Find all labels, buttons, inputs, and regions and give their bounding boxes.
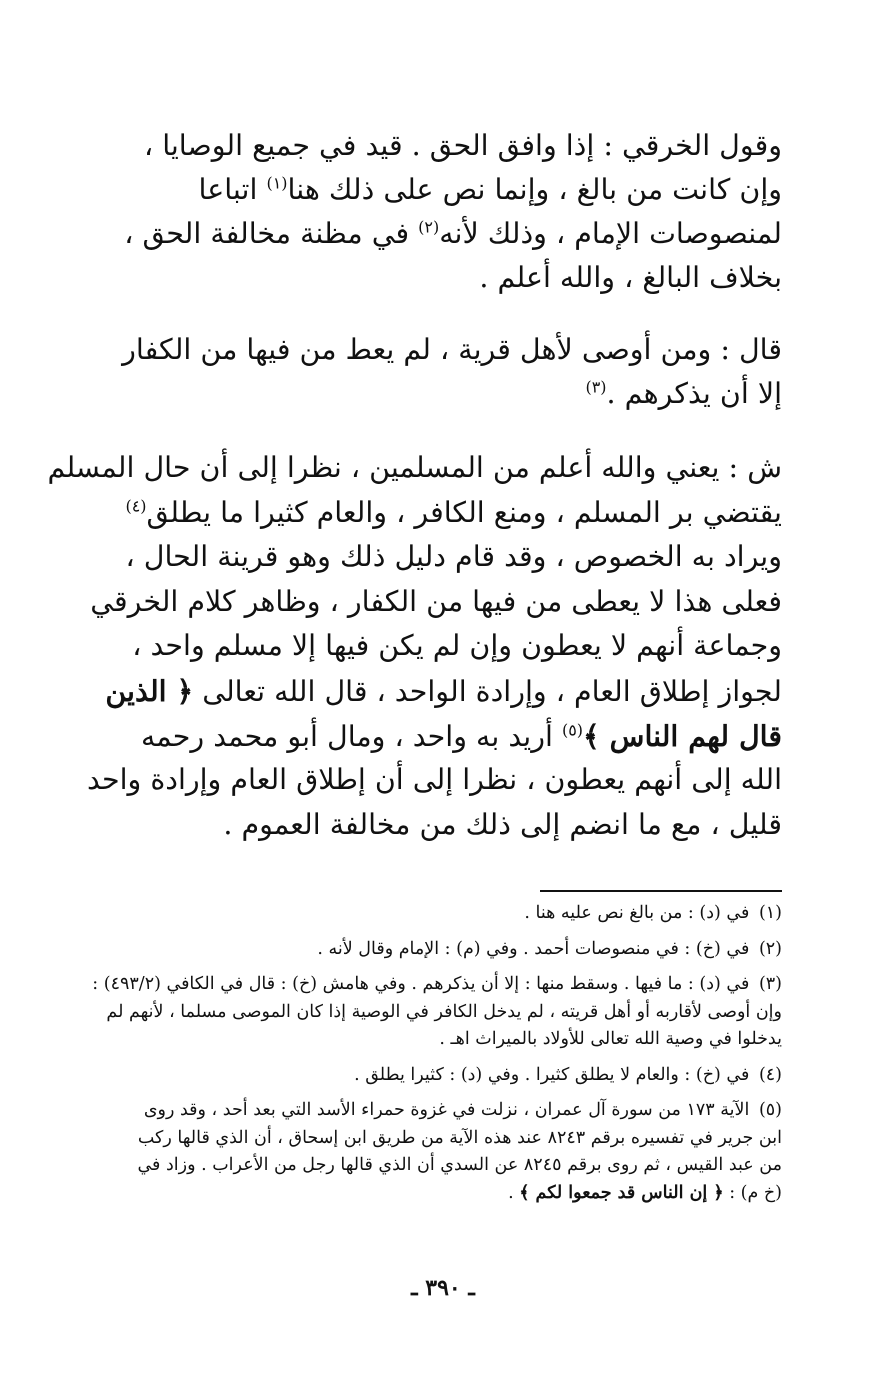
text-segment: في مظنة مخالفة الحق ، (124, 217, 419, 250)
footnote-3 (92, 971, 782, 1054)
footnote-ref-3[interactable]: (٣) (585, 377, 607, 397)
footnote-text: في (د) : ما فيها . وسقط منها : إلا أن يذكرهم . وفي هامش (خ) : قال في الكافي (٤٩٣/٢) : (92, 974, 750, 994)
paragraph-kharqi-statement (104, 124, 782, 300)
text-line (104, 669, 782, 714)
footnote-text: . (508, 1182, 520, 1203)
footnote-line (104, 1097, 782, 1125)
footnote-4 (104, 1062, 782, 1090)
page-number: ـ ٣٩٠ ـ (411, 1275, 475, 1301)
text-line: وجماعة أنهم لا يعطون وإن لم يكن فيها إلا مسلم واحد ، (132, 629, 782, 663)
footnote-text: في (خ) : في منصوصات أحمد . وفي (م) : الإمام وقال لأنه . (317, 938, 750, 959)
footnote-line (104, 936, 782, 964)
quran-quote: ﴿ إن الناس قد جمعوا لكم ﴾ (519, 1182, 724, 1203)
text-line: ش : يعني والله أعلم من المسلمين ، نظرا إلى أن حال المسلم (47, 451, 782, 484)
footnote-ref-2[interactable]: (٢) (418, 217, 440, 237)
text-line: بخلاف البالغ ، والله أعلم . (479, 261, 782, 294)
text-line (104, 714, 782, 759)
footnote-number: (٥) (758, 1100, 782, 1120)
footnote-1 (104, 900, 782, 928)
footnotes (92, 900, 782, 1215)
footnote-line: وإن أوصى لأقاربه أو أهل قريته ، لم يدخل الكافر في الوصية إذا كان الموصى مسلما ، لأنهم لم (106, 1001, 782, 1022)
footnote-ref-4[interactable]: (٤) (125, 496, 147, 516)
text-line (104, 372, 782, 416)
text-segment: لمنصوصات الإمام ، وذلك لأنه (439, 217, 782, 250)
footnote-number: (٣) (758, 974, 782, 994)
paragraph-matn (104, 328, 782, 416)
footnote-line (92, 971, 782, 999)
footnote-line (104, 1062, 782, 1090)
footnote-ref-5[interactable]: (٥) (561, 720, 584, 740)
text-line: قال : ومن أوصى لأهل قرية ، لم يعط من فيها من الكفار (122, 333, 782, 366)
text-segment: أريد به واحد ، ومال أبو محمد رحمه (141, 719, 562, 753)
footnote-number: (٢) (758, 938, 782, 959)
text-line: قليل ، مع ما انضم إلى ذلك من مخالفة العموم . (223, 807, 782, 841)
footnote-text: في (خ) : والعام لا يطلق كثيرا . وفي (د) : كثيرا يطلق . (354, 1064, 750, 1085)
text-line: فعلى هذا لا يعطى من فيها من الكفار ، وظاهر كلام الخرقي (90, 584, 782, 618)
footnote-separator (540, 890, 782, 892)
quran-quote: ﴿ الذين (105, 673, 194, 708)
text-segment: اتباعا (198, 173, 267, 206)
footnote-line: ابن جرير في تفسيره برقم ٨٢٤٣ عند هذه الآية من طريق ابن إسحاق ، أن الذي قالها ركب (137, 1127, 782, 1148)
text-line (104, 491, 782, 536)
text-line (104, 212, 782, 256)
text-segment: وإن كانت من بالغ ، وإنما نص على ذلك هنا (287, 173, 782, 206)
footnote-number: (٤) (758, 1064, 782, 1085)
text-line: الله إلى أنهم يعطون ، نظرا إلى أن إطلاق العام وإرادة واحد (87, 763, 782, 797)
footnote-text: (خ م) : (723, 1182, 782, 1203)
text-line (104, 168, 782, 212)
paragraph-sharh (47, 446, 782, 847)
footnote-line: من عبد القيس ، ثم روى برقم ٨٢٤٥ عن السدي أن الذي قالها رجل من الأعراب . وزاد في (137, 1155, 782, 1175)
text-line: ويراد به الخصوص ، وقد قام دليل ذلك وهو قرينة الحال ، (125, 540, 782, 574)
text-segment: يقتضي بر المسلم ، ومنع الكافر ، والعام كثيرا ما يطلق (146, 495, 782, 529)
footnote-text: الآية ١٧٣ من سورة آل عمران ، نزلت في غزوة حمراء الأسد التي بعد أحد ، وقد روى (143, 1100, 750, 1120)
footnote-text: في (د) : من بالغ نص عليه هنا . (524, 903, 750, 923)
footnote-2 (104, 936, 782, 964)
text-segment: لجواز إطلاق العام ، وإرادة الواحد ، قال الله تعالى (193, 674, 782, 708)
footnote-line (104, 900, 782, 928)
footnote-number: (١) (758, 903, 782, 923)
footnote-line: يدخلوا في وصية الله تعالى للأولاد بالميراث اهـ . (439, 1029, 782, 1049)
text-line: وقول الخرقي : إذا وافق الحق . قيد في جميع الوصايا ، (143, 129, 782, 162)
footnote-line (104, 1180, 782, 1208)
quran-quote: قال لهم الناس ﴾ (583, 718, 782, 753)
footnote-5 (104, 1097, 782, 1207)
text-segment: إلا أن يذكرهم . (606, 377, 782, 410)
footnote-ref-1[interactable]: (١) (266, 173, 288, 193)
